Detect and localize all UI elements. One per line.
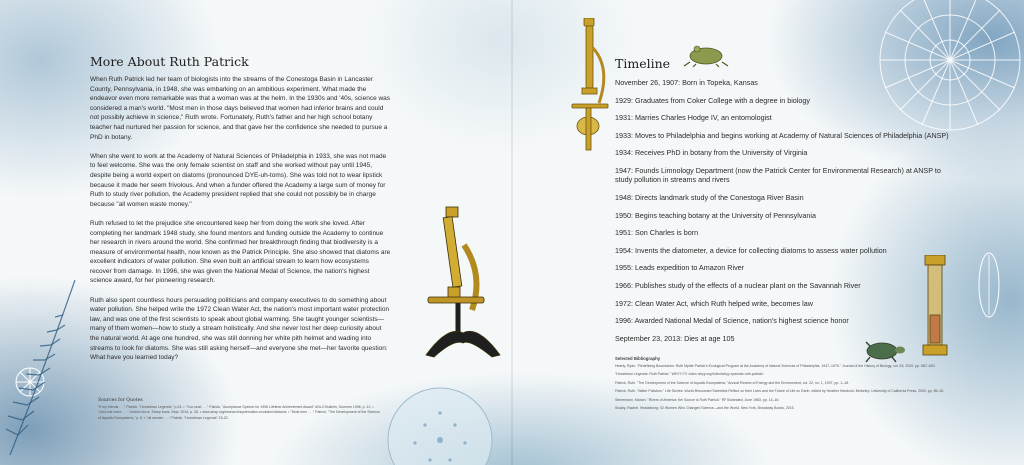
timeline-item: 1933: Moves to Philadelphia and begins working at Academy of Natural Sciences of Philadelphia (ANSP)	[615, 130, 949, 140]
timeline-title: Timeline	[615, 56, 671, 71]
microscope-top-icon	[560, 18, 620, 163]
timeline-item: 1931: Marries Charles Hodge IV, an entomologist	[615, 113, 772, 123]
page-title: More About Ruth Patrick	[90, 54, 249, 69]
timeline-item: 1934: Receives PhD in botany from the University of Virginia	[615, 148, 808, 158]
paragraph: Ruth also spent countless hours persuading politicians and company executives to do something about water pollution. She helped write the 1972 Clean Water Act, the nation's most important water protection law, and was one of the first scientists to speak about global warming. She taught younger scientists—many of them women—how to study a stream holistically. And she never lost her deep curiosity about the natural world. At age one hundred, she was still donning her white pith helmet and wading into streams to look for diatoms. She was still asking herself—and everyone she met—her favorite question: What have you learned today?	[90, 296, 390, 362]
timeline-item: 1996: Awarded National Medal of Science, nation's highest science honor	[615, 316, 849, 326]
bibliography-title: Selected Bibliography	[615, 356, 661, 361]
timeline	[615, 56, 960, 351]
timeline-item: November 26, 1907: Born in Topeka, Kansas	[615, 78, 758, 87]
timeline-item: 1966: Publishes study of the effects of a nuclear plant on the Savannah River	[615, 280, 861, 290]
timeline-item: 1951: Son Charles is born	[615, 228, 699, 238]
bibliography-entry: Hearty, Ryan. "Redefining Boundaries: Ruth Myrtle Patrick's Ecological Program at the Academy of Natural Sciences of Philadelphia, 1947–1975." Journal of the History of Biology, vol. 53, 2020, pp. 587–630.	[615, 364, 936, 368]
bibliography-entry: Patrick, Ruth. "The Development of the Science of Aquatic Ecosystems." Annual Review of Energy and the Environment, vol. 22, no. 1, 1997, pp. 1–18.	[615, 380, 850, 385]
timeline-item: 1947: Founds Limnology Department (now the Patrick Center for Environmental Research) at ANSP to study pollution in streams and rivers	[615, 165, 941, 185]
sources-title: Sources for Quotes	[98, 398, 143, 403]
paragraph: When she went to work at the Academy of Natural Sciences of Philadelphia in 1933, she was not made to feel welcome. She was the only female scientist on staff and she worked without pay until 1945, despite being a world expert on diatoms (pronounced DYE-uh-toms). She was told not to wear lipstick because it made her seem frivolous. And when a funder offered the Academy a large sum of money for Ruth to study river pollution, the Academy president replied that she could not possibly be in charge because "all women waste money."	[90, 152, 387, 208]
timeline-item: 1954: Invents the diatometer, a device for collecting diatoms to assess water pollution	[615, 245, 887, 255]
timeline-item: September 23, 2013: Dies at age 105	[615, 333, 735, 343]
timeline-item: 1929: Graduates from Coker College with a degree in biology	[615, 95, 810, 105]
paragraph: When Ruth Patrick led her team of biologists into the streams of the Conestoga Basin in Lancaster County, Pennsylvania, in 1948, she was embarking on an ambitious experiment. What made the endeavor even more remarkable was that a woman was at the helm. In the 1930s and '40s, science was considered a man's world. "Most men in those days believed that women had inferior brains and could not possibly achieve in science," Ruth wrote. Fortunately, Ruth's father and her high school botany teacher had nurtured her passion for science, and that gave her the confidence she needed to pursue a PhD in botany.	[90, 76, 391, 141]
timeline-item: 1948: Directs landmark study of the Conestoga River Basin	[615, 192, 804, 202]
timeline-item: 1950: Begins teaching botany at the University of Pennsylvania	[615, 210, 816, 220]
bibliography-entry: Swaby, Rachel. Headstrong: 52 Women Who Changed Science—and the World. New York, Broadway Books, 2015.	[615, 405, 795, 410]
paragraph: Ruth refused to let the prejudice she encountered keep her from doing the work she loved. After completing her landmark 1948 study, she found mentors and funding outside the Academy to continue her research in rivers around the world. She confirmed her breakthrough finding that biodiversity is a measure of environmental health, now known as the Patrick Principle. She also showed that diatoms are excellent indicators of water pollution. She even built an artificial stream to learn how ecosystems recover from damage. In 1996, she was given the National Medal of Science, the nation's highest science award, for her pioneering research.	[90, 219, 391, 285]
microscope-icon	[408, 205, 508, 365]
book-gutter	[511, 0, 513, 465]
sources-text: "If my friends . . ." Patrick, "Hometown Legends," p.23. • "You must . . ." Patrick, "Acceptance Speech for 1996 Lifetime Achievement Award" ASLO Bulletin, Summer 1996, p. 12. • "Just one more . . ." Untold mirror, Sharp book, Sept. 2014, p. 26. • www.ansp.org/research/systematics-evolution/diatoms. • "Most men . . ." Patrick, "The Development of the Science of Aquatic Ecosystems," p. 6. • "all women . . ." Patrick, "Hometown Legends" 15-22.	[98, 405, 380, 420]
bibliography-entry: Stenemann, Marion. "Rivers of America: the Source is Ruth Patrick." RF Illustrated, June 1983, pp. 14–16.	[615, 397, 780, 402]
left-page-text	[90, 54, 392, 372]
sources-for-quotes	[98, 398, 380, 421]
timeline-item: 1972: Clean Water Act, which Ruth helped write, becomes law	[615, 298, 813, 308]
selected-bibliography	[615, 356, 945, 414]
diatom-circle-icon	[385, 385, 495, 465]
bibliography-entry: Patrick, Ruth. "Water Pollution." Life Stories: World-Renowned Scientists Reflect on their Lives and the Future of Life on Earth, edited by Heather Newbold. Berkeley: University of California Press, 2000, pp. 85–92.	[615, 389, 945, 394]
diatom-oval-icon	[975, 250, 1003, 320]
timeline-item: 1955: Leads expedition to Amazon River	[615, 263, 745, 273]
fern-icon	[0, 270, 90, 460]
bibliography-entry: "Hometown Legends: Ruth Patrick." WHYY-TV video whyy.org/video/whyy-specials-ruth-patrick/.	[615, 372, 765, 377]
